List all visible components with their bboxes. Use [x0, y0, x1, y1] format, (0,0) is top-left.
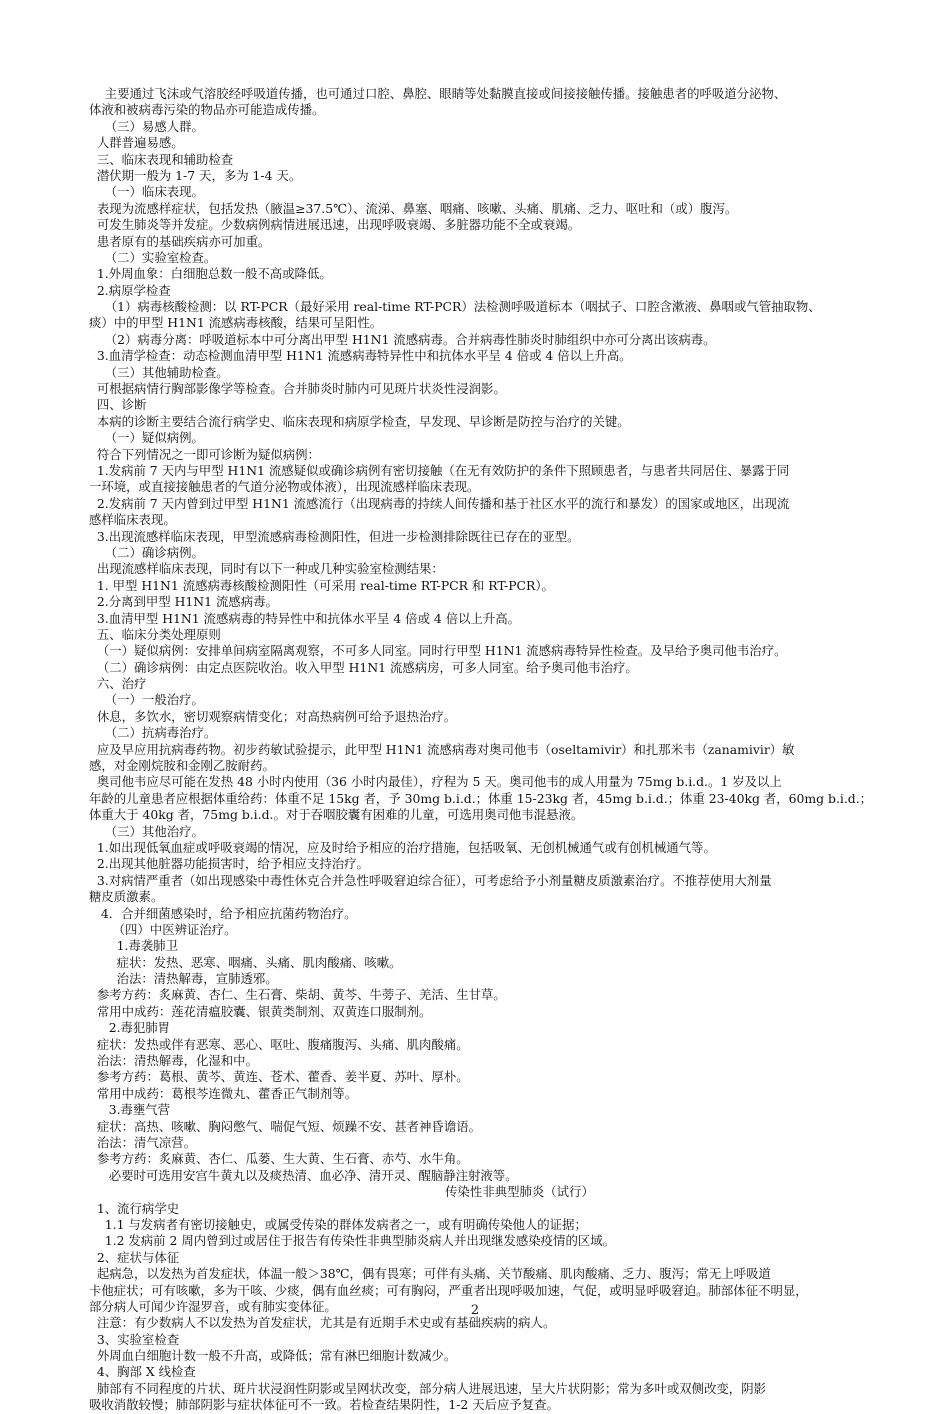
text-line: 三、临床表现和辅助检查	[89, 151, 234, 167]
text-line: 1.发病前 7 天内与甲型 H1N1 流感疑似或确诊病例有密切接触（在无有效防护的条件下照顾患者，与患者共同居住、暴露于同	[89, 462, 790, 478]
text-line: 治法：清热解毒，宣肺透邪。	[89, 971, 278, 987]
text-line: 应及早应用抗病毒药物。初步药敏试验提示，此甲型 H1N1 流感病毒对奥司他韦（oseltamivir）和扎那米韦（zanamivir）敏	[89, 741, 795, 757]
text-line: 1.1 与发病者有密切接触史，或属受传染的群体发病者之一，或有明确传染他人的证据；	[89, 1216, 587, 1232]
text-line: 人群普遍易感。	[89, 135, 184, 151]
text-line: 起病急，以发热为首发症状，体温一般＞38℃，偶有畏寒；可伴有头痛、关节酸痛、肌肉酸痛、乏力、腹泻；常无上呼吸道	[89, 1266, 771, 1282]
text-line: 五、临床分类处理原则	[89, 626, 221, 642]
text-line: 主要通过飞沫或气溶胶经呼吸道传播，也可通过口腔、鼻腔、眼睛等处黏膜直接或间接接触传播。接触患者的呼吸道分泌物、	[89, 86, 787, 101]
text-line: 1.外周血象：白细胞总数一般不高或降低。	[89, 266, 332, 282]
text-line: 2、症状与体征	[89, 1249, 180, 1265]
text-line: 2.分离到甲型 H1N1 流感病毒。	[89, 594, 278, 610]
text-line: （二）确诊病例：由定点医院收治。收入甲型 H1N1 流感病房，可多人同室。给予奥司他韦治疗。	[89, 659, 638, 675]
text-line: （二）抗病毒治疗。	[89, 725, 217, 741]
text-line: 4、胸部 X 线检查	[89, 1364, 196, 1380]
text-line: 1.2 发病前 2 周内曾到过或居住于报告有传染性非典型肺炎病人并出现继发感染疫情的区域。	[89, 1233, 616, 1249]
text-line: 3.毒壅气营	[89, 1102, 171, 1118]
text-line: 3、实验室检查	[89, 1331, 180, 1347]
text-line: 注意：有少数病人不以发热为首发症状，尤其是有近期手术史或有基础疾病的病人。	[89, 1315, 556, 1331]
text-line: （二）确诊病例。	[89, 544, 204, 560]
text-line: 出现流感样临床表现，同时有以下一种或几种实验室检测结果：	[89, 561, 444, 577]
text-line: 可发生肺炎等并发症。少数病例病情进展迅速，出现呼吸衰竭、多脏器功能不全或衰竭。	[89, 217, 581, 233]
text-line: 常用中成药：葛根芩连微丸、藿香正气制剂等。	[89, 1085, 358, 1101]
text-line: 吸收消散较慢；肺部阴影与症状体征可不一致。若检查结果阴性，1-2 天后应予复查。	[89, 1397, 559, 1413]
text-line: 休息，多饮水，密切观察病情变化；对高热病例可给予退热治疗。	[89, 708, 457, 724]
text-line: 符合下列情况之一即可诊断为疑似病例：	[89, 446, 320, 462]
text-line: 2.毒犯肺胃	[89, 1020, 171, 1036]
text-line: 六、治疗	[89, 676, 147, 692]
text-line: 4．合并细菌感染时，给予相应抗菌药物治疗。	[89, 905, 357, 921]
text-line: 可根据病情行胸部影像学等检查。合并肺炎时肺内可见斑片状炎性浸润影。	[89, 381, 506, 397]
text-line: （四）中医辨证治疗。	[89, 921, 237, 937]
text-line: 体重大于 40kg 者，75mg b.i.d.。对于吞咽胶囊有困难的儿童，可选用奥司他韦混悬液。	[89, 807, 584, 823]
text-line: 本病的诊断主要结合流行病学史、临床表现和病原学检查，早发现、早诊断是防控与治疗的关键。	[89, 413, 630, 429]
text-line: 2.出现其他脏器功能损害时，给予相应支持治疗。	[89, 856, 369, 872]
text-line: （1）病毒核酸检测：以 RT-PCR（最好采用 real-time RT-PCR）法检测呼吸道标本（咽拭子、口腔含漱液、鼻咽或气管抽取物、	[89, 299, 821, 315]
text-line: 3.出现流感样临床表现，甲型流感病毒检测阳性，但进一步检测排除既往已存在的亚型。	[89, 528, 580, 544]
text-line: （三）易感人群。	[89, 118, 204, 134]
text-line: 体液和被病毒污染的物品亦可能造成传播。	[89, 102, 325, 118]
text-line: 部分病人可闻少许湿罗音，或有肺实变体征。	[89, 1298, 337, 1314]
text-line: 症状：高热、咳嗽、胸闷憋气、喘促气短、烦躁不安、甚者神昏谵语。	[89, 1118, 481, 1134]
text-line: 3.血清学检查：动态检测血清甲型 H1N1 流感病毒特异性中和抗体水平呈 4 倍或 4 倍以上升高。	[89, 348, 632, 364]
text-line: 糖皮质激素。	[89, 889, 164, 905]
body-text-section-1	[89, 86, 890, 1184]
text-line: 1.如出现低氧血症或呼吸衰竭的情况，应及时给予相应的治疗措施，包括吸氧、无创机械通气或有创机械通气等。	[89, 839, 716, 855]
text-line: （一）疑似病例：安排单间病室隔离观察，不可多人同室。同时行甲型 H1N1 流感病毒特异性检查。及早给予奥司他韦治疗。	[89, 643, 787, 659]
text-line: 感，对金刚烷胺和金刚乙胺耐药。	[89, 758, 275, 774]
text-line: 感样临床表现。	[89, 512, 176, 528]
text-line: （2）病毒分离：呼吸道标本中可分离出甲型 H1N1 流感病毒。合并病毒性肺炎时肺组织中亦可分离出该病毒。	[89, 331, 716, 347]
text-line: 症状：发热、恶寒、咽痛、头痛、肌肉酸痛、咳嗽。	[89, 954, 402, 970]
text-line: 参考方药：葛根、黄芩、黄连、苍术、藿香、姜半夏、苏叶、厚朴。	[89, 1069, 469, 1085]
section-title: 传染性非典型肺炎（试行）	[445, 1184, 594, 1200]
text-line: 外周血白细胞计数一般不升高，或降低；常有淋巴细胞计数减少。	[89, 1348, 457, 1364]
text-line: 潜伏期一般为 1-7 天，多为 1-4 天。	[89, 167, 302, 183]
text-line: （二）实验室检查。	[89, 249, 217, 265]
text-line: 痰）中的甲型 H1N1 流感病毒核酸，结果可呈阳性。	[89, 315, 383, 331]
text-line: 治法：清气凉营。	[89, 1135, 197, 1150]
text-line: 卡他症状；可有咳嗽，多为干咳、少痰，偶有血丝痰；可有胸闷，严重者出现呼吸加速，气促，或明显呼吸窘迫。肺部体征不明显，	[89, 1282, 808, 1298]
text-line: 1、流行病学史	[89, 1200, 180, 1216]
text-line: 年龄的儿童患者应根据体重给药：体重不足 15kg 者，予 30mg b.i.d.；体重 15-23kg 者，45mg b.i.d.；体重 23-40kg 者，60mg b.i.d.；	[89, 790, 873, 806]
text-line: 奥司他韦应尽可能在发热 48 小时内使用（36 小时内最佳），疗程为 5 天。奥司他韦的成人用量为 75mg b.i.d.。1 岁及以上	[89, 774, 782, 790]
text-line: 必要时可选用安宫牛黄丸以及痰热清、血必净、清开灵、醒脑静注射液等。	[89, 1167, 518, 1183]
page-number: 2	[470, 1303, 480, 1318]
text-line: 一环境，或直接接触患者的气道分泌物或体液），出现流感样临床表现。	[89, 479, 480, 495]
text-line: （一）疑似病例。	[89, 430, 204, 446]
text-line: （三）其他辅助检查。	[89, 364, 229, 380]
text-line: 症状：发热或伴有恶寒、恶心、呕吐、腹痛腹泻、头痛、肌肉酸痛。	[89, 1036, 469, 1052]
text-line: 参考方药：炙麻黄、杏仁、生石膏、柴胡、黄芩、牛蒡子、羌活、生甘草。	[89, 987, 506, 1003]
text-line: （一）临床表现。	[89, 184, 204, 200]
text-line: 3.对病情严重者（如出现感染中毒性休克合并急性呼吸窘迫综合征），可考虑给予小剂量糖皮质激素治疗。不推荐使用大剂量	[89, 872, 772, 888]
text-line: 患者原有的基础疾病亦可加重。	[89, 233, 271, 249]
text-line: 表现为流感样症状，包括发热（腋温≥37.5℃）、流涕、鼻塞、咽痛、咳嗽、头痛、肌痛、乏力、呕吐和（或）腹泻。	[89, 200, 738, 216]
text-line: 常用中成药：莲花清瘟胶囊、银黄类制剂、双黄连口服制剂。	[89, 1003, 432, 1019]
text-line: 四、诊断	[89, 397, 147, 413]
text-line: （三）其他治疗。	[89, 823, 204, 839]
text-line: 参考方药：炙麻黄、杏仁、瓜蒌、生大黄、生石膏、赤芍、水牛角。	[89, 1151, 469, 1167]
text-line: 2.发病前 7 天内曾到过甲型 H1N1 流感流行（出现病毒的持续人间传播和基于社区水平的流行和暴发）的国家或地区，出现流	[89, 495, 790, 511]
text-line: 治法：清热解毒，化湿和中。	[89, 1053, 258, 1069]
text-line: （一）一般治疗。	[89, 692, 204, 708]
text-line: 2.病原学检查	[89, 282, 171, 298]
text-line: 1.毒袭肺卫	[89, 938, 178, 954]
text-line: 3.血清甲型 H1N1 流感病毒的特异性中和抗体水平呈 4 倍或 4 倍以上升高。	[89, 610, 521, 626]
text-line: 1. 甲型 H1N1 流感病毒核酸检测阳性（可采用 real-time RT-PCR 和 RT-PCR）。	[89, 577, 554, 593]
text-line: 肺部有不同程度的片状、斑片状浸润性阴影或呈网状改变，部分病人进展迅速，呈大片状阴影；常为多叶或双侧改变，阴影	[89, 1380, 766, 1396]
